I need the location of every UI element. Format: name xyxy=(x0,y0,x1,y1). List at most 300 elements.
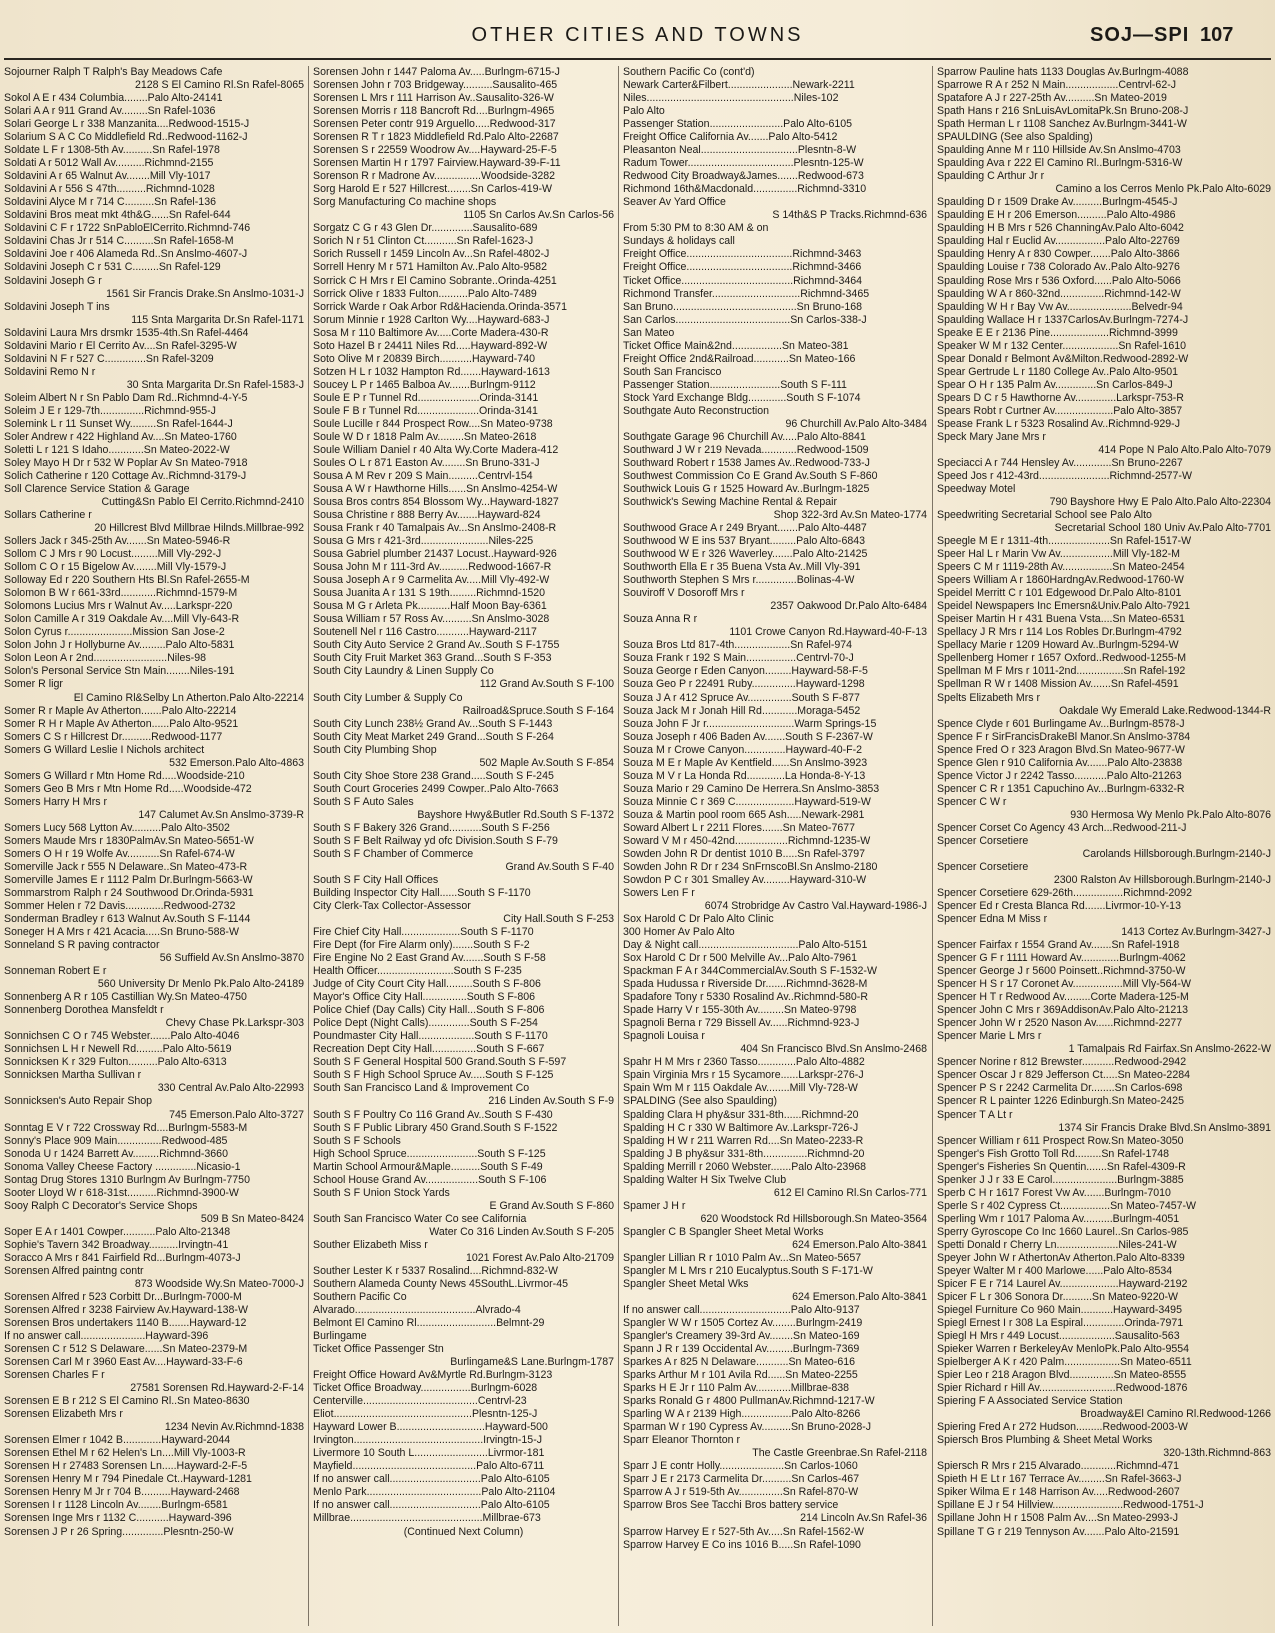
listing-line: Sousa Bros contrs 854 Blossom Wy...Hayward-1827 xyxy=(313,496,559,509)
listing-line: Soldavini C F r 1722 SnPabloElCerrito.Richmnd-746 xyxy=(4,222,251,235)
listing-line: Sox Harold C Dr Palo Alto Clinic xyxy=(623,913,774,926)
listing-line: 624 Emerson.Palo Alto-3841 xyxy=(792,1238,927,1251)
listing-line: Sorensen Elizabeth Mrs r xyxy=(4,1408,123,1421)
listing-line: Spaulding W H r Bay Vw Av......................Belvedr-94 xyxy=(937,300,1183,313)
listing-line: Sommer Helen r 72 Davis.............Redwood-2732 xyxy=(4,900,236,912)
listing-line: Solomon B W r 661-33rd............Richmnd-1579-M xyxy=(4,587,238,600)
listing-line: Chevy Chase Pk.Larkspr-303 xyxy=(165,1017,304,1030)
listing-line: Spellman M F Mrs r 1011-2nd................Sn Rafel-192 xyxy=(937,665,1186,678)
listing-line: Building Inspector City Hall......South S F-1170 xyxy=(313,886,531,899)
listing-line: Sollom C O r 15 Bigelow Av........Mill Vly-1579-J xyxy=(4,561,227,574)
listing-line: Spencer H T r Redwood Av.........Corte Madera-125-M xyxy=(937,991,1189,1004)
listing-line: Sonnichsen L H r Newell Rd.........Palo Alto-5619 xyxy=(4,1043,232,1056)
listing-line: Solemink L r 11 Sunset Wy.........Sn Rafel-1644-J xyxy=(4,417,233,430)
listing-line: Spaulding H B Mrs r 526 ChanningAv.Palo Alto-6042 xyxy=(937,222,1184,235)
listing-line: Health Officer..........................South S F-235 xyxy=(313,965,522,978)
listing-line: San Mateo xyxy=(623,326,675,339)
listing-line: Bayshore Hwy&Butler Rd.South S F-1372 xyxy=(417,808,614,821)
listing-line: Spiegl H Mrs r 449 Locust...................Sausalito-563 xyxy=(937,1330,1180,1343)
listing-line: 115 Snta Margarita Dr.Sn Rafel-1171 xyxy=(131,313,304,326)
listing-line: Ticket Office......................................Richmnd-3464 xyxy=(623,274,863,287)
listing-line: Soleim Albert N r Sn Pablo Dam Rd..Richmnd-4-Y-5 xyxy=(4,391,248,404)
listing-line: 502 Maple Av.South S F-854 xyxy=(479,756,614,769)
listing-line: Somers G Willard r Mtn Home Rd.....Woodside-210 xyxy=(4,769,245,782)
listing-line: Ticket Office Main&2nd.................Sn Mateo-381 xyxy=(623,339,849,352)
listing-line: South City Laundry & Linen Supply Co xyxy=(313,665,494,678)
listing-line: Somers Maude Mrs r 1830PalmAv.Sn Mateo-5651-W xyxy=(4,834,254,847)
listing-line: Speake E E r 2136 Pine....................Richmnd-3999 xyxy=(937,326,1178,339)
listing-line: Southwest Commission Co E Grand Av.South S F-860 xyxy=(623,469,878,482)
listing-line: Judge of City Court City Hall.........South S F-806 xyxy=(313,978,541,991)
listing-line: 414 Pope N Palo Alto.Palo Alto-7079 xyxy=(1098,443,1271,456)
listing-line: Spenger's Fish Grotto Toll Rd.........Sn Rafel-1748 xyxy=(937,1147,1170,1160)
listing-line: Sorensen Martin H r 1797 Fairview.Hayward-39-F-11 xyxy=(313,157,561,170)
listing-line: Sonoda U r 1424 Barrett Av.........Richmnd-3660 xyxy=(4,1147,228,1160)
listing-line: Spencer John C Mrs r 369AddisonAv.Palo Alto-21213 xyxy=(937,1004,1189,1017)
listing-line: 620 Woodstock Rd Hillsborough.Sn Mateo-3564 xyxy=(700,1212,927,1225)
listing-line: Sousa A M Rev r 209 S Main..........Centrvl-154 xyxy=(313,469,533,482)
listing-line: Burlingame xyxy=(313,1330,367,1343)
listing-line: Sorensen Peter contr 919 Arguello.....Redwood-317 xyxy=(313,118,556,131)
listing-line: Newark Carter&Filbert......................Newark-2211 xyxy=(623,79,855,92)
listing-line: 2128 S El Camino Rl.Sn Rafel-8065 xyxy=(134,79,304,92)
listing-line: City Clerk-Tax Collector-Assessor xyxy=(313,900,471,912)
listing-line: Sparks Arthur M r 101 Avila Rd......Sn Mateo-2255 xyxy=(623,1369,858,1382)
listing-line: Sollom C J Mrs r 90 Locust.........Mill Vly-292-J xyxy=(4,548,222,561)
listing-line: Sparman W r 190 Cypress Av..........Sn Bruno-2028-J xyxy=(623,1421,872,1434)
listing-line: Radum Tower....................................Plesntn-125-W xyxy=(623,157,864,170)
listing-line: Passenger Station.........................Palo Alto-6105 xyxy=(623,118,853,131)
listing-line: Soldavini Chas Jr r 514 C..........Sn Rafel-1658-M xyxy=(4,235,234,248)
listing-line: Spaulding C Arthur Jr r xyxy=(937,170,1045,183)
listing-line: Spaulding Henry A r 830 Cowper.......Palo Alto-3866 xyxy=(937,248,1180,261)
listing-line: 532 Emerson.Palo Alto-4863 xyxy=(169,756,304,769)
listing-line: Railroad&Spruce.South S F-164 xyxy=(462,704,614,717)
listing-line: Sorensen Bros undertakers 1140 B.......Hayward-12 xyxy=(4,1317,247,1329)
listing-line: South City Auto Service 2 Grand Av..South S F-1755 xyxy=(313,639,560,652)
section-title: OTHER CITIES AND TOWNS xyxy=(471,24,804,46)
listing-line: Spencer Ed r Cresta Blanca Rd.......Livrmor-10-Y-13 xyxy=(937,900,1181,912)
listing-line: 2357 Oakwood Dr.Palo Alto-6484 xyxy=(770,600,927,613)
listing-line: Spagnoli Louisa r xyxy=(623,1030,705,1043)
listing-line: Souza Frank r 192 S Main.................Centrvl-70-J xyxy=(623,652,854,665)
listing-line: Sorrick C H Mrs r El Camino Sobrante..Orinda-4251 xyxy=(313,274,557,287)
listing-line: Sorensen John r 703 Bridgeway..........Sausalito-465 xyxy=(313,79,558,92)
listing-line: Souza Jack M r Jonah Hill Rd............Moraga-5452 xyxy=(623,704,861,717)
listing-line: Soler Andrew r 422 Highland Av....Sn Mateo-1760 xyxy=(4,430,237,443)
listing-line: Spencer Marie L Mrs r xyxy=(937,1030,1042,1043)
listing-line: Spaulding Hal r Euclid Av.................Palo Alto-22769 xyxy=(937,235,1180,248)
listing-line: 112 Grand Av.South S F-100 xyxy=(479,678,614,691)
listing-line: Southern Alameda County News 45SouthL.Livrmor-45 xyxy=(313,1277,568,1290)
listing-line: Secretarial School 180 Univ Av.Palo Alto-7701 xyxy=(1054,522,1271,535)
listing-line: Soutenell Nel r 116 Castro...........Hayward-2117 xyxy=(313,626,537,639)
listing-line: Souza Minnie C r 369 C....................Hayward-519-W xyxy=(623,795,871,808)
listing-line: Soule E P r Tunnel Rd.....................Orinda-3141 xyxy=(313,391,539,404)
listing-line: Sorgatz C G r 43 Glen Dr..............Sausalito-689 xyxy=(313,222,538,235)
listing-line: Spelts Elizabeth Mrs r xyxy=(937,691,1041,704)
header-rule xyxy=(4,58,1271,60)
listing-line: Sparks H E Jr r 110 Palm Av............Millbrae-838 xyxy=(623,1382,850,1395)
listing-line: Freight Office....................................Richmnd-3466 xyxy=(623,261,862,274)
listing-line: Ticket Office Passenger Stn xyxy=(313,1343,444,1356)
listing-line: Solon's Personal Service Stn Main........Niles-191 xyxy=(4,665,235,678)
listing-line: Speers C M r 1119-28th Av.................Sn Mateo-2454 xyxy=(937,561,1185,574)
listing-line: Sokol A E r 434 Columbia........Palo Alto-24141 xyxy=(4,92,223,105)
listing-line: Sorensen C r 512 S Delaware......Sn Mateo-2379-M xyxy=(4,1343,248,1356)
listing-line: Spence Victor J r 2242 Tasso...........Palo Alto-21263 xyxy=(937,769,1182,782)
listing-line: Sparrow A J r 519-5th Av...............Sn Rafel-870-W xyxy=(623,1486,859,1499)
listing-line: Speiser Martin H r 431 Buena Vsta....Sn Mateo-6531 xyxy=(937,613,1185,626)
listing-line: Souza J A r 412 Spruce Av...............South S F-877 xyxy=(623,691,860,704)
listing-line: 930 Hermosa Wy Menlo Pk.Palo Alto-8076 xyxy=(1070,808,1271,821)
listing-line: S 14th&S P Tracks.Richmnd-636 xyxy=(772,209,927,222)
listing-line: Sorg Manufacturing Co machine shops xyxy=(313,196,497,209)
listing-line: Sousa Frank r 40 Tamalpais Av...Sn Anslmo-2408-R xyxy=(313,522,557,535)
listing-line: Solarium S A C Co Middlefield Rd..Redwood-1162-J xyxy=(4,131,248,144)
listing-line: Solari George L r 338 Manzanita....Redwood-1515-J xyxy=(4,118,250,131)
listing-line: El Camino Rl&Selby Ln Atherton.Palo Alto-22214 xyxy=(73,691,304,704)
listing-line: Souther Lester K r 5337 Rosalind....Richmnd-832-W xyxy=(313,1264,558,1277)
listing-line: Solomons Lucius Mrs r Walnut Av.....Larkspr-220 xyxy=(4,600,233,613)
listing-line: Sparrow Pauline hats 1133 Douglas Av.Burlngm-4088 xyxy=(937,66,1189,78)
column-divider xyxy=(932,66,933,1626)
listing-line: Niles..................................................Niles-102 xyxy=(623,92,839,105)
listing-line: Speciacci A r 744 Hensley Av.............Sn Bruno-2267 xyxy=(937,456,1183,469)
listing-line: 612 El Camino Rl.Sn Carlos-771 xyxy=(773,1186,927,1199)
listing-line: Fire Chief City Hall....................South S F-1170 xyxy=(313,926,534,939)
listing-line: 27581 Sorensen Rd.Hayward-2-F-14 xyxy=(130,1382,304,1395)
listing-line: Spellacy J R Mrs r 114 Los Robles Dr.Burlngm-4792 xyxy=(937,626,1182,639)
listing-line: If no answer call...............................Palo Alto-6105 xyxy=(313,1473,550,1486)
listing-line: Sorensen L Mrs r 111 Harrison Av..Sausalito-326-W xyxy=(313,92,554,105)
listing-line: Somers O H r 19 Wolfe Av...........Sn Rafel-674-W xyxy=(4,847,235,860)
listing-line: Pleasanton Neal.................................Plesntn-8-W xyxy=(623,144,857,157)
listing-line: Water Co 316 Linden Av.South S F-205 xyxy=(429,1225,614,1238)
listing-line: Sorrick Warde r Oak Arbor Rd&Hacienda.Orinda-3571 xyxy=(313,300,567,313)
listing-line: Sollers Jack r 345-25th Av.......Sn Mateo-5946-R xyxy=(4,535,231,548)
listing-line: Sophie's Tavern 342 Broadway..........Irvingtn-41 xyxy=(4,1238,229,1251)
listing-line: Spellman R W r 1408 Mission Av.......Sn Rafel-4591 xyxy=(937,678,1179,691)
listing-line: Stock Yard Exchange Bldg.............South S F-1074 xyxy=(623,391,861,404)
listing-line: Solich Catherine r 120 Cottage Av..Richmnd-3179-J xyxy=(4,469,247,482)
listing-line: Spangler's Creamery 39-3rd Av........Sn Mateo-169 xyxy=(623,1330,860,1343)
listing-line: Spellenberg Homer r 1657 Oxford..Redwood-1255-M xyxy=(937,652,1187,665)
listing-line: Spielberger A K r 420 Palm...................Sn Mateo-6511 xyxy=(937,1356,1192,1369)
listing-line: (Continued Next Column) xyxy=(403,1525,524,1538)
listing-line: Sousa A W r Hawthorne Hills......Sn Anslmo-4254-W xyxy=(313,483,558,495)
listing-line: Soucey L P r 1465 Balboa Av.......Burlngm-9112 xyxy=(313,378,536,391)
listing-line: Souza Mario r 29 Camino De Herrera.Sn Anslmo-3853 xyxy=(623,782,880,795)
listing-line: Spence Fred O r 323 Aragon Blvd.Sn Mateo-9677-W xyxy=(937,743,1185,756)
listing-line: Spain Virginia Mrs r 15 Sycamore......Larkspr-276-J xyxy=(623,1069,864,1082)
column-divider xyxy=(618,66,619,1626)
listing-line: Spalding Clara H phy&sur 331-8th......Richmnd-20 xyxy=(623,1108,859,1121)
listing-line: Spalding H W r 211 Warren Rd....Sn Mateo-2233-R xyxy=(623,1134,864,1147)
listing-line: Sousa Christine r 888 Berry Av.......Hayward-824 xyxy=(313,509,541,522)
listing-line: Somers Harry H Mrs r xyxy=(4,795,107,808)
listing-line: Sparkes A r 825 N Delaware...........Sn Mateo-616 xyxy=(623,1356,856,1369)
listing-line: Soldavini Laura Mrs drsmkr 1535-4th.Sn Rafel-4464 xyxy=(4,326,249,339)
listing-line: Mayor's Office City Hall...............South S F-806 xyxy=(313,991,536,1004)
listing-line: SPAULDING (See also Spalding) xyxy=(937,131,1093,144)
listing-line: Soll Clarence Service Station & Garage xyxy=(4,483,190,495)
listing-line: SPALDING (See also Spaulding) xyxy=(623,1095,778,1108)
listing-line: Grand Av.South S F-40 xyxy=(505,860,614,873)
listing-line: Southgate Garage 96 Churchill Av.....Palo Alto-8841 xyxy=(623,430,866,443)
listing-line: Spencer Norine r 812 Brewster...........Redwood-2942 xyxy=(937,1056,1187,1069)
listing-line: South City Fruit Market 363 Grand...South S F-353 xyxy=(313,652,552,665)
listing-line: Spiegl Ernest I r 308 La Espiral..............Orinda-7971 xyxy=(937,1317,1184,1329)
listing-line: Spier Richard r Hill Av..........................Redwood-1876 xyxy=(937,1382,1188,1395)
listing-line: The Castle Greenbrae.Sn Rafel-2118 xyxy=(752,1447,927,1460)
listing-line: Solon Camille A r 319 Oakdale Av....Mill Vly-643-R xyxy=(4,613,240,626)
listing-line: 30 Snta Margarita Dr.Sn Rafel-1583-J xyxy=(126,378,304,391)
listing-line: Sorensen R T r 1823 Middlefield Rd.Palo Alto-22687 xyxy=(313,131,559,144)
listing-line: Spalding J B phy&sur 331-8th...............Richmnd-20 xyxy=(623,1147,865,1160)
listing-line: 1234 Nevin Av.Richmnd-1838 xyxy=(164,1421,304,1434)
listing-line: Souza M r Crowe Canyon..............Hayward-40-F-2 xyxy=(623,743,863,756)
listing-line: Somers Lucy 568 Lytton Av..........Palo Alto-3502 xyxy=(4,821,230,834)
listing-line: Mayfield..........................................Palo Alto-6711 xyxy=(313,1460,545,1473)
listing-line: Southgate Auto Reconstruction xyxy=(623,404,770,417)
listing-line: 330 Central Av.Palo Alto-22993 xyxy=(157,1082,304,1095)
listing-line: Sonntag E V r 722 Crossway Rd....Burlngm-5583-M xyxy=(4,1121,248,1134)
listing-line: Souza Anna R r xyxy=(623,613,698,626)
listing-line: Sowden John R Dr dentist 1010 B.....Sn Rafel-3797 xyxy=(623,847,866,860)
listing-line: Speers William A r 1860HardngAv.Redwood-1760-W xyxy=(937,574,1184,587)
listing-line: Southwood Grace A r 249 Bryant.......Palo Alto-4487 xyxy=(623,522,867,535)
listing-line: Police Dept (Night Calls)..............South S F-254 xyxy=(313,1017,538,1030)
listing-line: Sorensen S r 22559 Woodrow Av....Hayward-25-F-5 xyxy=(313,144,557,157)
listing-line: Spencer C W r xyxy=(937,795,1007,808)
listing-line: Sorensen Carl M r 3960 East Av....Hayward-33-F-6 xyxy=(4,1356,243,1369)
listing-line: Souza Geo P r 22491 Ruby...............Hayward-1298 xyxy=(623,678,865,691)
listing-line: Recreation Dept City Hall...............South S F-667 xyxy=(313,1043,545,1056)
listing-line: Sonnicksen's Auto Repair Shop xyxy=(4,1095,153,1108)
listing-line: Spatafore A J r 227-25th Av..........Sn Mateo-2019 xyxy=(937,92,1167,105)
listing-line: Alvarado.........................................Alvrado-4 xyxy=(313,1303,521,1316)
listing-line: 873 Woodside Wy.Sn Mateo-7000-J xyxy=(134,1277,304,1290)
listing-line: Sparrow Bros See Tacchi Bros battery service xyxy=(623,1499,839,1512)
listing-line: If no answer call...............................Palo Alto-6105 xyxy=(313,1499,550,1512)
listing-line: Spiering F A Associated Service Station xyxy=(937,1395,1123,1408)
listing-line: South S F Union Stock Yards xyxy=(313,1186,450,1199)
listing-line: Sparling W A r 2139 High.................Palo Alto-8266 xyxy=(623,1408,861,1421)
listing-line: Menlo Park.......................................Palo Alto-21104 xyxy=(313,1486,556,1499)
listing-line: Hayward Lower B..............................Hayward-500 xyxy=(313,1421,548,1434)
listing-line: 216 Linden Av.South S F-9 xyxy=(488,1095,614,1108)
listing-line: Spath Herman L r 1108 Sanchez Av.Burlngm-3441-W xyxy=(937,118,1187,131)
listing-line: Sousa Gabriel plumber 21437 Locust..Hayward-926 xyxy=(313,548,557,561)
listing-line: Eliot...............................................Plesntn-125-J xyxy=(313,1408,538,1421)
listing-line: Spear Gertrude L r 1180 College Av..Palo Alto-9501 xyxy=(937,365,1179,378)
listing-line: Spaulding Anne M r 110 Hillside Av.Sn Anslmo-4703 xyxy=(937,144,1181,157)
listing-line: Spear Donald r Belmont Av&Milton.Redwood-2892-W xyxy=(937,352,1189,365)
listing-line: Shop 322-3rd Av.Sn Mateo-1774 xyxy=(773,509,927,522)
listing-line: Souza Bros Ltd 817-4th...................Sn Rafel-974 xyxy=(623,639,853,652)
listing-line: South City Lunch 238½ Grand Av...South S F-1443 xyxy=(313,717,553,730)
listing-line: Soldavini N F r 527 C..............Sn Rafel-3209 xyxy=(4,352,214,365)
listing-line: Sowden John R Dr r 234 SnFrnscoBl.Sn Anslmo-2180 xyxy=(623,860,878,873)
listing-line: Sorum Minnie r 1928 Carlton Wy....Hayward-683-J xyxy=(313,313,550,326)
listing-line: Spence F r SirFrancisDrakeBl Manor.Sn Anslmo-3784 xyxy=(937,730,1191,743)
listing-line: City Hall.South S F-253 xyxy=(503,913,614,926)
listing-line: Spiersch Bros Plumbing & Sheet Metal Works xyxy=(937,1434,1153,1447)
listing-line: Spencer John W r 2520 Nason Av......Richmnd-2277 xyxy=(937,1017,1183,1030)
listing-line: Speck Mary Jane Mrs r xyxy=(937,430,1046,443)
listing-line: Sorensen Morris r 118 Bancroft Rd....Burlngm-4965 xyxy=(313,105,555,118)
listing-line: San Carlos.......................................Sn Carlos-338-J xyxy=(623,313,867,326)
listing-line: South S F High School Spruce Av.....South S F-125 xyxy=(313,1069,554,1082)
listing-line: Freight Office Howard Av&Myrtle Rd.Burlngm-3123 xyxy=(313,1369,553,1382)
listing-line: South S F Poultry Co 116 Grand Av..South S F-430 xyxy=(313,1108,553,1121)
listing-line: South S F General Hospital 500 Grand.South S F-597 xyxy=(313,1056,567,1069)
listing-line: Spears D C r 5 Hawthorne Av..............Larkspr-753-R xyxy=(937,391,1184,404)
listing-line: Spencer George J r 5600 Poinsett..Richmnd-3750-W xyxy=(937,965,1186,978)
listing-line: Sonnicksen K r 329 Fulton..........Palo Alto-6313 xyxy=(4,1056,227,1069)
column-divider xyxy=(308,66,309,1626)
listing-line: Fire Dept (for Fire Alarm only).......South S F-2 xyxy=(313,939,530,952)
listing-line: South S F Belt Railway yd ofc Division.South S F-79 xyxy=(313,834,558,847)
listing-line: Soley Mayo H Dr r 532 W Poplar Av Sn Mateo-7918 xyxy=(4,456,248,469)
listing-line: Spencer William r 611 Prospect Row.Sn Mateo-3050 xyxy=(937,1134,1184,1147)
listing-line: Speidel Merritt C r 101 Edgewood Dr.Palo Alto-8101 xyxy=(937,587,1182,600)
listing-line: Seaver Av Yard Office xyxy=(623,196,726,209)
listing-line: Oakdale Wy Emerald Lake.Redwood-1344-R xyxy=(1059,704,1271,717)
listing-line: Southwick Louis G r 1525 Howard Av..Burlngm-1825 xyxy=(623,483,870,495)
listing-line: Spaulding W A r 860-32nd...............Richmnd-142-W xyxy=(937,287,1181,300)
listing-line: Soracco A Mrs r 841 Fairfield Rd...Burlngm-4073-J xyxy=(4,1251,241,1264)
listing-line: Sperb C H r 1617 Forest Vw Av.......Burlngm-7010 xyxy=(937,1186,1171,1199)
listing-line: Freight Office 2nd&Railroad............Sn Mateo-166 xyxy=(623,352,856,365)
guide-words: SOJ—SPI xyxy=(1090,24,1190,46)
listing-line: Sperling Wm r 1017 Paloma Av..........Burlngm-4051 xyxy=(937,1212,1180,1225)
listing-line: Souviroff V Dosoroff Mrs r xyxy=(623,587,745,600)
listing-line: 96 Churchill Av.Palo Alto-3484 xyxy=(785,417,927,430)
listing-line: Sousa John M r 111-3rd Av..........Redwood-1667-R xyxy=(313,561,552,574)
listing-line: Spalding Merrill r 2060 Webster.......Palo Alto-23968 xyxy=(623,1160,867,1173)
listing-line: Soper E A r 1401 Cowper...........Palo Alto-21348 xyxy=(4,1225,231,1238)
listing-line: Spaulding D r 1509 Drake Av..........Burlngm-4545-J xyxy=(937,196,1178,209)
listing-line: Soletti L r 121 S Idaho............Sn Mateo-2022-W xyxy=(4,443,230,456)
listing-line: Spagnoli Berna r 729 Bissell Av......Richmnd-923-J xyxy=(623,1017,860,1030)
listing-line: Sparr J E r 2173 Carmelita Dr..........Sn Carlos-467 xyxy=(623,1473,860,1486)
listing-line: Spath Hans r 216 SnLuisAvLomitaPk.Sn Bruno-208-J xyxy=(937,105,1189,118)
listing-line: Soldate L F r 1308-5th Av..........Sn Rafel-1978 xyxy=(4,144,220,157)
listing-line: 20 Hillcrest Blvd Millbrae Hilnds.Millbrae-992 xyxy=(94,522,304,535)
listing-line: Soward Albert L r 2211 Flores.......Sn Mateo-7677 xyxy=(623,821,856,834)
listing-line: Soldavini Joe r 406 Alameda Rd..Sn Anslmo-4607-J xyxy=(4,248,248,261)
listing-line: From 5:30 PM to 8:30 AM & on xyxy=(623,222,769,235)
listing-line: Spieth H E Lt r 167 Terrace Av.........Sn Rafel-3663-J xyxy=(937,1473,1182,1486)
listing-line: Southwood W E ins 537 Bryant.........Palo Alto-6843 xyxy=(623,535,866,548)
listing-line: Sonnenberg A R r 105 Castillian Wy.Sn Mateo-4750 xyxy=(4,991,247,1004)
listing-line: Spiker Wilma E r 148 Harrison Av.....Redwood-2607 xyxy=(937,1486,1180,1499)
listing-line: Freight Office California Av.......Palo Alto-5412 xyxy=(623,131,838,144)
listing-line: Sonneman Robert E r xyxy=(4,965,107,978)
listing-line: Somer R H r Maple Av Atherton......Palo Alto-9521 xyxy=(4,717,239,730)
listing-line: Soules O L r 871 Easton Av........Sn Bruno-331-J xyxy=(313,456,540,469)
listing-line: Millbrae.............................................Millbrae-673 xyxy=(313,1512,541,1525)
listing-line: Souza M V r La Honda Rd.............La Honda-8-Y-13 xyxy=(623,769,866,782)
listing-line: Spenger's Fisheries Sn Quentin.......Sn Rafel-4309-R xyxy=(937,1160,1186,1173)
listing-column-2 xyxy=(313,66,614,1626)
listing-line: Spackman F A r 344CommercialAv.South S F-1532-W xyxy=(623,965,877,978)
listing-line: Souza & Martin pool room 665 Ash.....Newark-2981 xyxy=(623,808,865,821)
listing-line: Sundays & holidays call xyxy=(623,235,735,248)
listing-line: Sojourner Ralph T Ralph's Bay Meadows Cafe xyxy=(4,66,223,78)
listing-line: Spangler M L Mrs r 210 Eucalyptus.South S F-171-W xyxy=(623,1264,873,1277)
listing-line: Sonnenberg Dorothea Mansfeldt r xyxy=(4,1004,164,1017)
listing-line: South San Francisco xyxy=(623,365,722,378)
listing-line: High School Spruce........................South S F-125 xyxy=(313,1147,546,1160)
listing-line: If no answer call......................Hayward-396 xyxy=(4,1330,209,1343)
listing-line: Sooter Lloyd W r 618-31st..........Richmnd-3900-W xyxy=(4,1186,239,1199)
listing-line: Sorensen Alfred r 3238 Fairview Av.Hayward-138-W xyxy=(4,1303,248,1316)
listing-line: Spaulding Ava r 222 El Camino Rl..Burlngm-5316-W xyxy=(937,157,1183,170)
listing-line: Spiering Fred A r 272 Hudson.........Redwood-2003-W xyxy=(937,1421,1188,1434)
listing-line: Somerville Jack r 555 N Delaware..Sn Mateo-473-R xyxy=(4,860,248,873)
listing-line: Redwood City Broadway&James.......Redwood-673 xyxy=(623,170,864,183)
listing-line: Spillane T G r 219 Tennyson Av.......Palo Alto-21591 xyxy=(937,1525,1180,1538)
listing-line: 1 Tamalpais Rd Fairfax.Sn Anslmo-2622-W xyxy=(1068,1043,1271,1056)
listing-line: Solon Leon A r 2nd.........................Niles-98 xyxy=(4,652,206,665)
listing-line: 560 University Dr Menlo Pk.Palo Alto-24189 xyxy=(97,978,304,991)
listing-line: Sonneland S R paving contractor xyxy=(4,939,160,952)
listing-line: Sparrow Harvey E r 527-5th Av.....Sn Rafel-1562-W xyxy=(623,1525,865,1538)
listing-column-4 xyxy=(937,66,1271,1626)
page-number: 107 xyxy=(1200,24,1234,46)
listing-line: Soldavini Remo N r xyxy=(4,365,96,378)
listing-line: South City Plumbing Shop xyxy=(313,743,437,756)
listing-line: Soneger H A Mrs r 421 Acacia.....Sn Bruno-588-W xyxy=(4,926,239,939)
listing-line: 1561 Sir Francis Drake.Sn Anslmo-1031-J xyxy=(106,287,304,300)
listing-line: Solari A A r 911 Grand Av.........Sn Rafel-1036 xyxy=(4,105,216,118)
listing-line: Belmont El Camino Rl...........................Belmnt-29 xyxy=(313,1317,545,1329)
listing-line: Spann J R r 139 Occidental Av.........Burlngm-7369 xyxy=(623,1343,860,1356)
listing-line: Somer R ligr xyxy=(4,678,63,691)
listing-line: Sparks Ronald G r 4800 PullmanAv.Richmnd-1217-W xyxy=(623,1395,875,1408)
listing-line: Day & Night call..................................Palo Alto-5151 xyxy=(623,939,868,952)
listing-line: Sperle S r 402 Cypress Ct.................Sn Mateo-7457-W xyxy=(937,1199,1197,1212)
listing-line: Somers C S r Hillcrest Dr..........Redwood-1177 xyxy=(4,730,223,743)
listing-line: School House Grand Av..................South S F-106 xyxy=(313,1173,547,1186)
listing-line: 790 Bayshore Hwy E Palo Alto.Palo Alto-22304 xyxy=(1049,496,1271,509)
listing-line: Spiegel Furniture Co 960 Main...........Hayward-3495 xyxy=(937,1303,1182,1316)
listing-line: Speed Jos r 412-43rd........................Richmnd-2577-W xyxy=(937,469,1192,482)
listing-line: Sosa M r 110 Baltimore Av.....Corte Madera-430-R xyxy=(313,326,549,339)
listing-line: Sorensen I r 1128 Lincoln Av........Burlngm-6581 xyxy=(4,1499,228,1512)
listing-line: Southwick's Sewing Machine Rental & Repair xyxy=(623,496,838,509)
listing-line: Irvington............................................Irvingtn-15-J xyxy=(313,1434,543,1447)
listing-line: Souza George r Eden Canyon.........Hayward-58-F-5 xyxy=(623,665,868,678)
listing-line: Sorensen Alfred r 523 Corbitt Dr...Burlngm-7000-M xyxy=(4,1290,242,1303)
listing-line: South S F Chamber of Commerce xyxy=(313,847,474,860)
listing-line: Sonderman Bradley r 613 Walnut Av.South S F-1144 xyxy=(4,913,251,926)
listing-line: Spenker J J r 33 E Carol......................Burlngm-3885 xyxy=(937,1173,1184,1186)
listing-line: Speyer John W r AthertonAv Atherton.Palo Alto-8339 xyxy=(937,1251,1185,1264)
listing-line: Spencer Edna M Miss r xyxy=(937,913,1048,926)
listing-line: Sousa G Mrs r 421-3rd.......................Niles-225 xyxy=(313,535,534,548)
listing-line: Somer R r Maple Av Atherton.......Palo Alto-22214 xyxy=(4,704,237,717)
listing-line: Spamer J H r xyxy=(623,1199,686,1212)
listing-line: Spicer F L r 306 Sonora Dr..........Sn Mateo-9220-W xyxy=(937,1290,1179,1303)
listing-line: Spada Hudussa r Riverside Dr.......Richmnd-3628-M xyxy=(623,978,868,991)
listing-line: Spier Leo r 218 Aragon Blvd...............Sn Mateo-8555 xyxy=(937,1369,1187,1382)
listing-line: 147 Calumet Av.Sn Anslmo-3739-R xyxy=(138,808,304,821)
listing-line: Sorensen Ethel M r 62 Helen's Ln....Mill Vly-1003-R xyxy=(4,1447,246,1460)
